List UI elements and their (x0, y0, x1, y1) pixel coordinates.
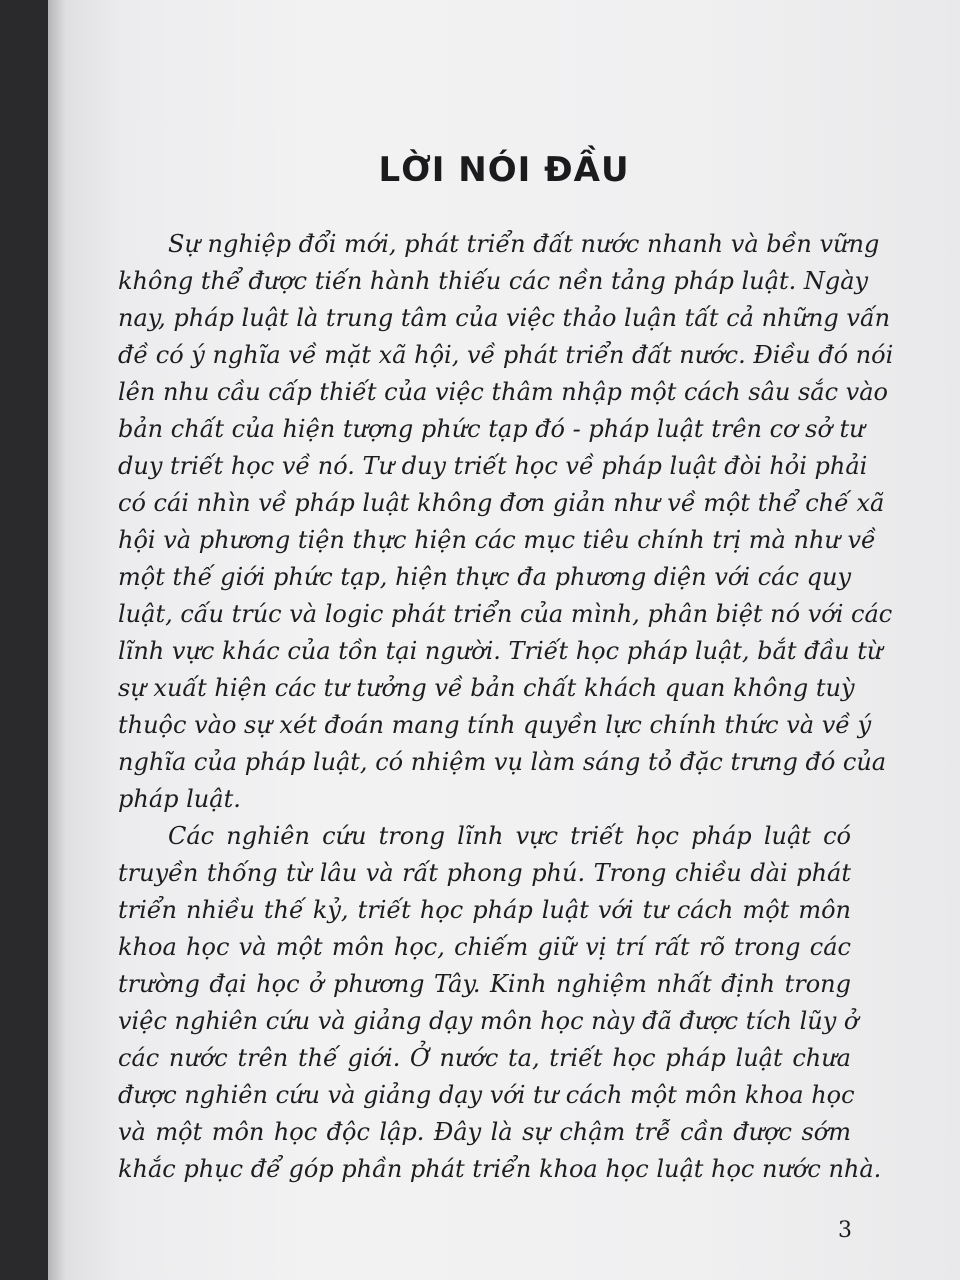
text-line: khắc phục để góp phần phát triển khoa học luật học nước nhà. (118, 1155, 882, 1183)
text-line: lên nhu cầu cấp thiết của việc thâm nhập một cách sâu sắc vào (118, 378, 888, 406)
text-line: trường đại học ở phương Tây. Kinh nghiệm nhất định trong (118, 970, 851, 998)
text-line: luật, cấu trúc và logic phát triển của mình, phân biệt nó với các (118, 600, 893, 628)
text-line: nay, pháp luật là trung tâm của việc thảo luận tất cả những vấn (118, 304, 891, 332)
text-line: Sự nghiệp đổi mới, phát triển đất nước nhanh và bền vững (168, 230, 880, 258)
text-line: triển nhiều thế kỷ, triết học pháp luật với tư cách một môn (118, 896, 851, 924)
text-line: thuộc vào sự xét đoán mang tính quyền lực chính thức và về ý (118, 711, 872, 739)
binding-shadow (48, 0, 66, 1280)
text-line: pháp luật. (118, 785, 241, 813)
text-line: và một môn học độc lập. Đây là sự chậm trễ cần được sớm (118, 1118, 851, 1146)
book-page (48, 0, 960, 1280)
text-line: việc nghiên cứu và giảng dạy môn học này đã được tích lũy ở (118, 1007, 859, 1035)
text-line: có cái nhìn về pháp luật không đơn giản như về một thể chế xã (118, 489, 885, 517)
text-line: lĩnh vực khác của tồn tại người. Triết học pháp luật, bắt đầu từ (118, 637, 883, 665)
text-line: Các nghiên cứu trong lĩnh vực triết học pháp luật có (168, 822, 851, 850)
text-line: không thể được tiến hành thiếu các nền tảng pháp luật. Ngày (118, 267, 869, 295)
text-line: được nghiên cứu và giảng dạy với tư cách một môn khoa học (118, 1081, 855, 1109)
text-line: sự xuất hiện các tư tưởng về bản chất khách quan không tuỳ (118, 674, 855, 702)
text-line: khoa học và một môn học, chiếm giữ vị trí rất rõ trong các (118, 933, 851, 961)
text-line: bản chất của hiện tượng phức tạp đó - pháp luật trên cơ sở tư (118, 415, 865, 443)
text-line: truyền thống từ lâu và rất phong phú. Trong chiều dài phát (118, 859, 851, 887)
page-number: 3 (838, 1218, 852, 1243)
text-line: nghĩa của pháp luật, có nhiệm vụ làm sáng tỏ đặc trưng đó của (118, 748, 887, 776)
text-line: các nước trên thế giới. Ở nước ta, triết học pháp luật chưa (118, 1044, 851, 1072)
page-heading: LỜI NÓI ĐẦU (378, 150, 630, 190)
text-line: duy triết học về nó. Tư duy triết học về pháp luật đòi hỏi phải (118, 452, 868, 480)
text-line: một thế giới phức tạp, hiện thực đa phương diện với các quy (118, 563, 851, 591)
text-line: đề có ý nghĩa về mặt xã hội, về phát triển đất nước. Điều đó nói (118, 341, 894, 369)
text-line: hội và phương tiện thực hiện các mục tiêu chính trị mà như về (118, 526, 876, 554)
